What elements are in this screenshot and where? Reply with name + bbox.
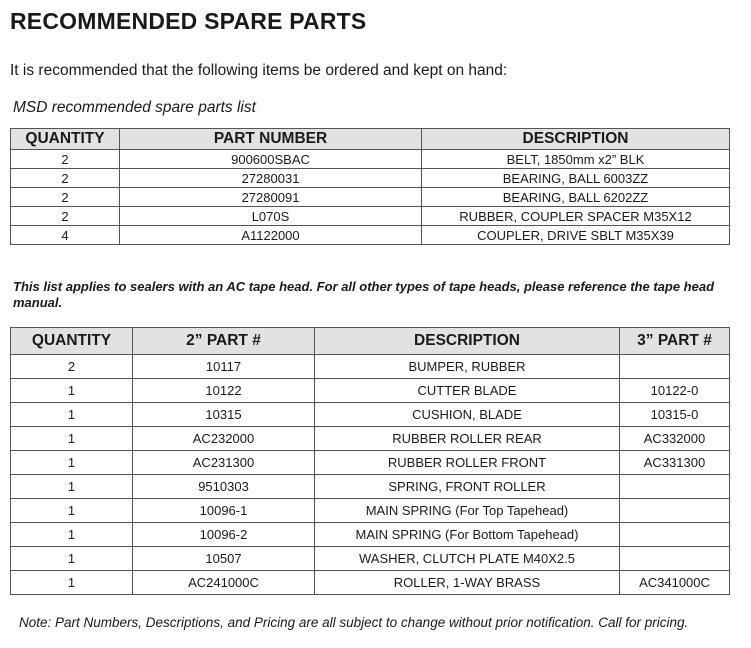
cell-quantity: 1 (11, 571, 133, 595)
column-header-description: DESCRIPTION (315, 328, 620, 355)
table-row (11, 499, 730, 523)
cell-3in-part (620, 499, 730, 523)
cell-description: BUMPER, RUBBER (315, 355, 620, 379)
cell-description: BELT, 1850mm x2” BLK (422, 150, 730, 169)
cell-part-number: L070S (120, 207, 422, 226)
intro-text: It is recommended that the following items be ordered and kept on hand: (10, 62, 508, 79)
page-title: RECOMMENDED SPARE PARTS (10, 8, 367, 34)
table-row (11, 169, 730, 188)
cell-quantity: 1 (11, 427, 133, 451)
cell-quantity: 4 (11, 226, 120, 245)
cell-quantity: 2 (11, 150, 120, 169)
cell-2in-part: 10117 (133, 355, 315, 379)
table-row (11, 226, 730, 245)
cell-quantity: 1 (11, 499, 133, 523)
table-row (11, 207, 730, 226)
cell-part-number: 27280091 (120, 188, 422, 207)
column-header-quantity: QUANTITY (11, 129, 120, 150)
table-row (11, 475, 730, 499)
cell-2in-part: 10315 (133, 403, 315, 427)
cell-3in-part: 10122-0 (620, 379, 730, 403)
msd-spare-parts-table (10, 128, 730, 245)
ac-tape-head-parts-table (10, 327, 730, 595)
table-row (11, 355, 730, 379)
cell-3in-part: AC331300 (620, 451, 730, 475)
msd-list-caption: MSD recommended spare parts list (13, 99, 256, 116)
cell-description: MAIN SPRING (For Bottom Tapehead) (315, 523, 620, 547)
cell-part-number: 900600SBAC (120, 150, 422, 169)
cell-quantity: 1 (11, 547, 133, 571)
cell-quantity: 1 (11, 379, 133, 403)
cell-description: RUBBER, COUPLER SPACER M35X12 (422, 207, 730, 226)
cell-description: COUPLER, DRIVE SBLT M35X39 (422, 226, 730, 245)
column-header-part-number: PART NUMBER (120, 129, 422, 150)
cell-quantity: 1 (11, 523, 133, 547)
cell-quantity: 2 (11, 355, 133, 379)
cell-part-number: 27280031 (120, 169, 422, 188)
cell-3in-part (620, 355, 730, 379)
table-row (11, 451, 730, 475)
cell-3in-part: 10315-0 (620, 403, 730, 427)
column-header-description: DESCRIPTION (422, 129, 730, 150)
table-row (11, 427, 730, 451)
cell-description: WASHER, CLUTCH PLATE M40X2.5 (315, 547, 620, 571)
cell-3in-part: AC341000C (620, 571, 730, 595)
cell-description: MAIN SPRING (For Top Tapehead) (315, 499, 620, 523)
cell-3in-part: AC332000 (620, 427, 730, 451)
cell-3in-part (620, 475, 730, 499)
cell-quantity: 2 (11, 207, 120, 226)
table-row (11, 150, 730, 169)
cell-description: SPRING, FRONT ROLLER (315, 475, 620, 499)
cell-2in-part: 10507 (133, 547, 315, 571)
cell-quantity: 1 (11, 403, 133, 427)
cell-description: RUBBER ROLLER REAR (315, 427, 620, 451)
column-header-quantity: QUANTITY (11, 328, 133, 355)
table-header-row (11, 328, 730, 355)
cell-description: CUSHION, BLADE (315, 403, 620, 427)
column-header-2in-part: 2” PART # (133, 328, 315, 355)
cell-2in-part: AC241000C (133, 571, 315, 595)
cell-2in-part: 10096-2 (133, 523, 315, 547)
cell-description: BEARING, BALL 6202ZZ (422, 188, 730, 207)
cell-quantity: 2 (11, 169, 120, 188)
cell-description: ROLLER, 1-WAY BRASS (315, 571, 620, 595)
table-header-row (11, 129, 730, 150)
table-row (11, 379, 730, 403)
table-row (11, 523, 730, 547)
cell-3in-part (620, 523, 730, 547)
footer-note: Note: Part Numbers, Descriptions, and Pricing are all subject to change without prior notification. Call for pricing. (19, 615, 689, 630)
cell-2in-part: 10122 (133, 379, 315, 403)
table-row (11, 547, 730, 571)
table-row (11, 188, 730, 207)
cell-2in-part: 10096-1 (133, 499, 315, 523)
cell-quantity: 1 (11, 451, 133, 475)
ac-tape-head-note: This list applies to sealers with an AC tape head. For all other types of tape heads, please reference the tape head manual. (13, 279, 715, 310)
cell-description: BEARING, BALL 6003ZZ (422, 169, 730, 188)
table-row (11, 571, 730, 595)
cell-3in-part (620, 547, 730, 571)
table-row (11, 403, 730, 427)
cell-quantity: 2 (11, 188, 120, 207)
cell-part-number: A1122000 (120, 226, 422, 245)
cell-2in-part: AC232000 (133, 427, 315, 451)
cell-description: CUTTER BLADE (315, 379, 620, 403)
cell-description: RUBBER ROLLER FRONT (315, 451, 620, 475)
column-header-3in-part: 3” PART # (620, 328, 730, 355)
cell-2in-part: 9510303 (133, 475, 315, 499)
cell-quantity: 1 (11, 475, 133, 499)
cell-2in-part: AC231300 (133, 451, 315, 475)
